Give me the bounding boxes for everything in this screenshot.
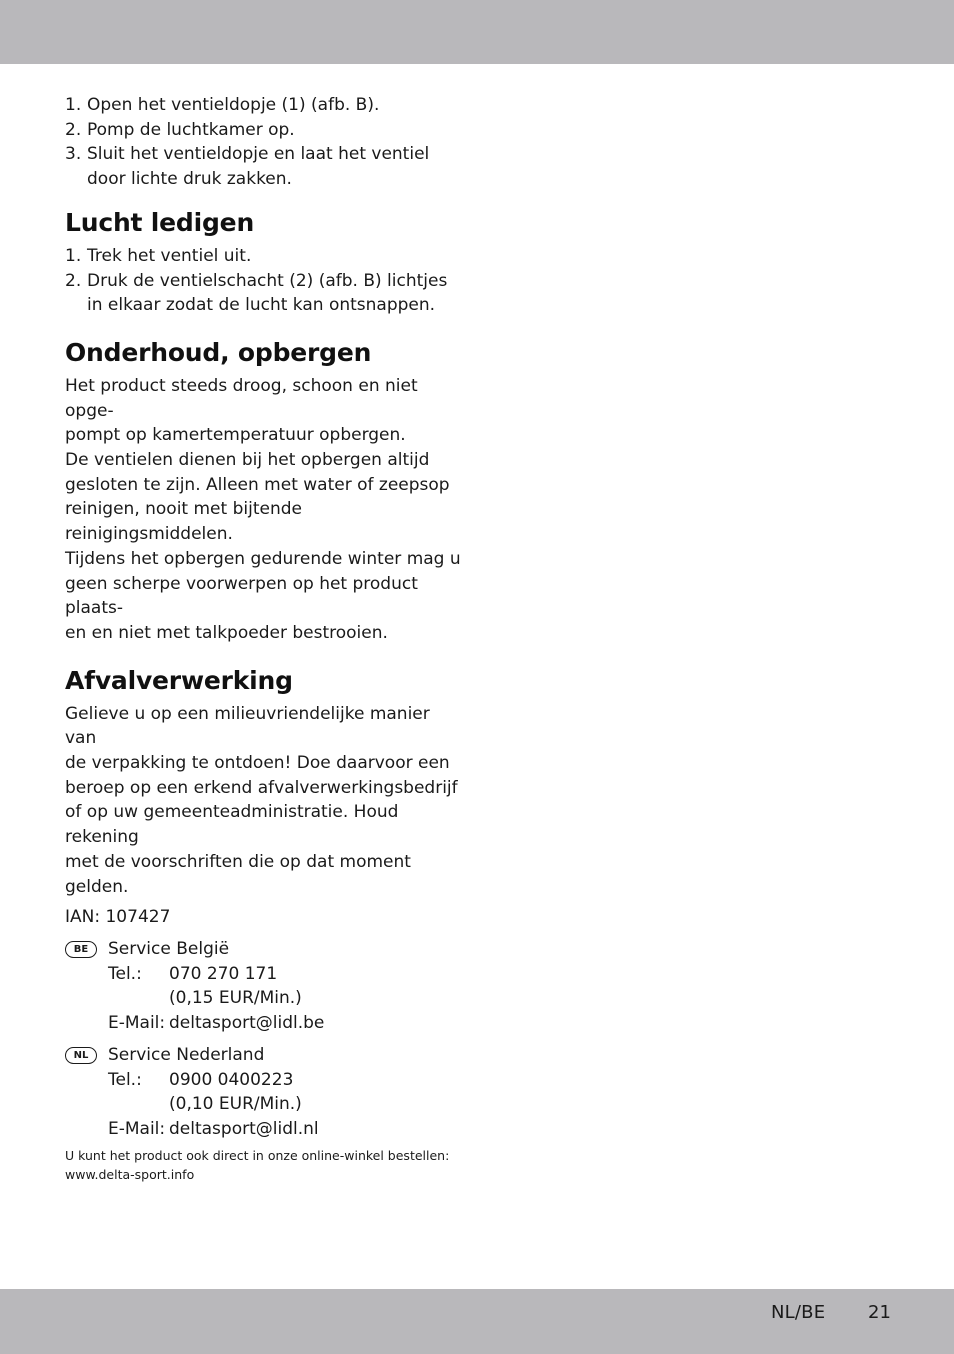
list-item xyxy=(65,269,465,318)
nl-country-badge: NL xyxy=(65,1047,97,1064)
footer-language: NL/BE xyxy=(771,1302,826,1323)
rate-row xyxy=(108,1092,465,1117)
tel-number: 0900 0400223 xyxy=(169,1069,294,1090)
list-text: Trek het ventiel uit. xyxy=(87,245,252,266)
list-number: 2. xyxy=(65,270,82,291)
content-column xyxy=(65,93,465,1184)
tel-number: 070 270 171 xyxy=(169,963,278,984)
text-line: geen scherpe voorwerpen op het product plaats- xyxy=(65,573,418,619)
list-item xyxy=(65,244,465,269)
list-number: 1. xyxy=(65,245,82,266)
text-line: of op uw gemeenteadministratie. Houd rekening xyxy=(65,802,399,848)
page-number: 21 xyxy=(868,1302,891,1323)
list-item xyxy=(65,142,465,191)
email-label: E-Mail: xyxy=(108,1013,166,1034)
text-line: De ventielen dienen bij het opbergen altijd xyxy=(65,450,430,471)
heading-lucht-ledigen: Lucht ledigen xyxy=(65,207,255,237)
email-row xyxy=(108,1011,465,1036)
list-number: 3. xyxy=(65,144,82,165)
heading-afvalverwerking: Afvalverwerking xyxy=(65,665,293,695)
online-shop-text: U kunt het product ook direct in onze online-winkel bestellen: xyxy=(65,1147,450,1163)
list-text: Pomp de luchtkamer op. xyxy=(87,119,295,140)
list-text: Sluit het ventieldopje en laat het ventiel door lichte druk zakken. xyxy=(87,144,430,190)
service-belgium xyxy=(65,937,465,1036)
ian-number: IAN: 107427 xyxy=(65,907,171,928)
email-row xyxy=(108,1117,465,1142)
call-rate: (0,10 EUR/Min.) xyxy=(169,1094,302,1115)
text-line: reinigen, nooit met bijtende reinigingsmiddelen. xyxy=(65,499,302,545)
header-band xyxy=(0,0,954,64)
list-text: Druk de ventielschacht (2) (afb. B) lichtjes in elkaar zodat de lucht kan ontsnappen. xyxy=(87,270,448,316)
text-line: gesloten te zijn. Alleen met water of zeepsop xyxy=(65,474,450,495)
text-line: met de voorschriften die op dat moment gelden. xyxy=(65,851,411,897)
service-netherlands xyxy=(65,1043,465,1142)
list-text: Open het ventieldopje (1) (afb. B). xyxy=(87,95,380,115)
text-line: beroep op een erkend afvalverwerkingsbedrijf xyxy=(65,777,458,798)
text-line: pompt op kamertemperatuur opbergen. xyxy=(65,425,406,446)
list-item xyxy=(65,93,465,118)
heading-onderhoud: Onderhoud, opbergen xyxy=(65,337,372,367)
service-name: Service België xyxy=(108,938,230,959)
tel-row xyxy=(108,962,465,987)
email-label: E-Mail: xyxy=(108,1118,166,1139)
tel-label: Tel.: xyxy=(108,963,142,984)
list-number: 2. xyxy=(65,119,82,140)
list-item xyxy=(65,118,465,143)
tel-row xyxy=(108,1068,465,1093)
text-line: Tijdens het opbergen gedurende winter mag u xyxy=(65,548,461,569)
call-rate: (0,15 EUR/Min.) xyxy=(169,988,302,1009)
maintenance-paragraph xyxy=(65,374,465,646)
rate-row xyxy=(108,986,465,1011)
email-address[interactable]: deltasport@lidl.be xyxy=(169,1013,325,1034)
text-line: Gelieve u op een milieuvriendelijke manier van xyxy=(65,703,430,749)
disposal-paragraph xyxy=(65,702,465,900)
service-name: Service Nederland xyxy=(108,1044,265,1065)
email-address[interactable]: deltasport@lidl.nl xyxy=(169,1118,319,1139)
online-shop-link[interactable]: www.delta-sport.info xyxy=(65,1166,195,1182)
tel-label: Tel.: xyxy=(108,1069,142,1090)
text-line: Het product steeds droog, schoon en niet opge- xyxy=(65,375,418,421)
online-shop-note xyxy=(65,1146,465,1184)
text-line: de verpakking te ontdoen! Doe daarvoor een xyxy=(65,753,450,774)
inflate-steps xyxy=(65,93,465,192)
be-country-badge: BE xyxy=(65,941,97,958)
deflate-steps xyxy=(65,244,465,318)
list-number: 1. xyxy=(65,95,82,115)
text-line: en en niet met talkpoeder bestrooien. xyxy=(65,622,388,643)
